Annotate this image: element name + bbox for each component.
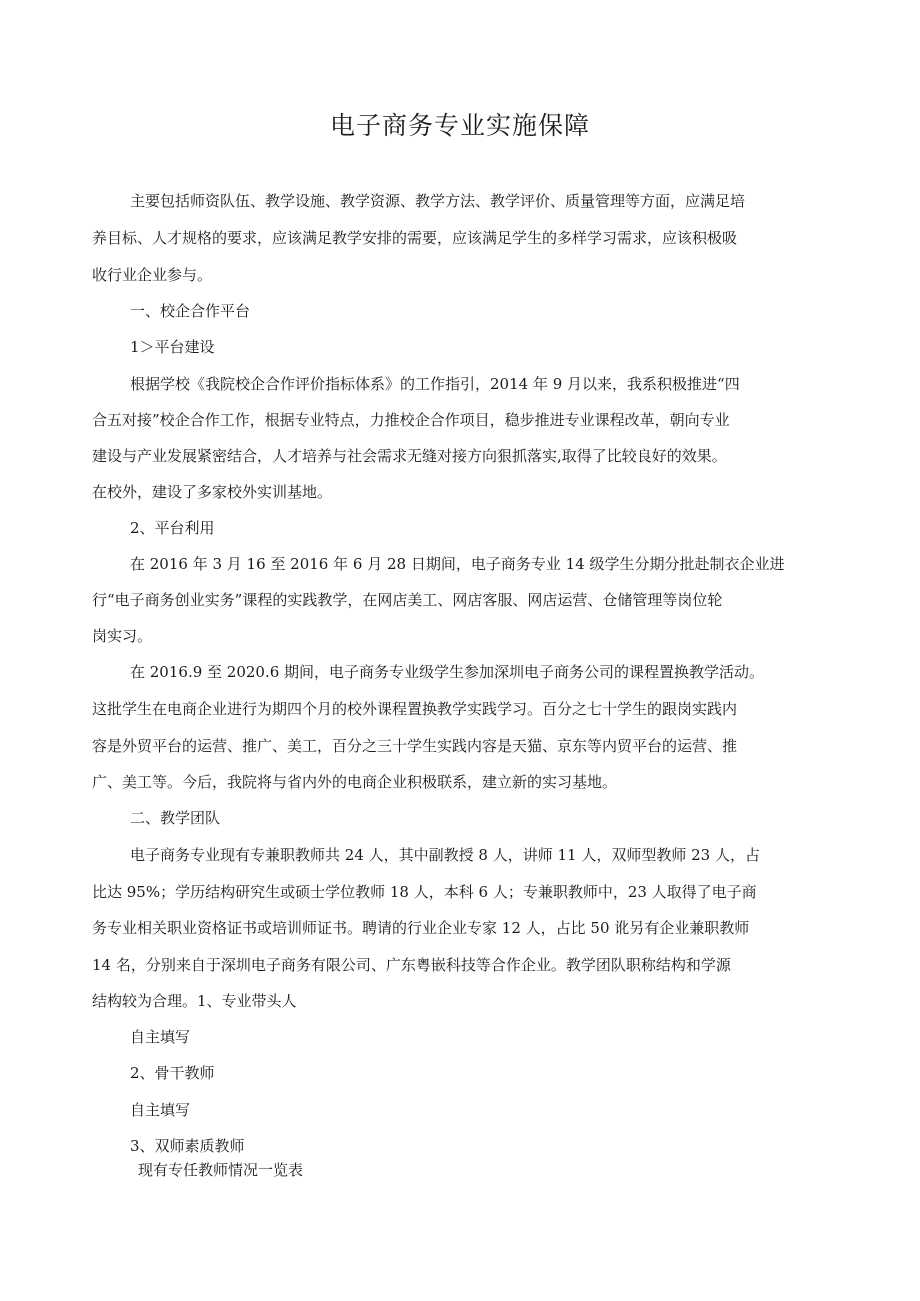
platform-usage-line-2: 行“电子商务创业实务”课程的实践教学，在网店美工、网店客服、网店运营、仓储管理等岗位轮 [92,591,723,609]
course-exchange-line-4: 广、美工等。今后，我院将与省内外的电商企业积极联系，建立新的实习基地。 [92,773,618,791]
fill-in-placeholder-1: 自主填写 [130,1028,191,1046]
platform-construction-line-3: 建设与产业发展紧密结合，人才培养与社会需求无缝对接方向狠抓落实,取得了比较良好的效果。 [92,447,727,465]
platform-usage-line-1: 在 2016 年 3 月 16 至 2016 年 6 月 28 日期间，电子商务专业 14 级学生分期分批赴制衣企业进 [130,555,785,573]
section-heading-2: 二、教学团队 [130,809,221,827]
course-exchange-line-3: 容是外贸平台的运营、推广、美工，百分之三十学生实践内容是天猫、京东等内贸平台的运营、推 [92,737,738,755]
course-exchange-line-2: 这批学生在电商企业进行为期四个月的校外课程置换教学实践学习。百分之七十学生的跟岗实践内 [92,700,738,718]
teaching-team-line-5: 结构较为合理。1、专业带头人 [92,992,297,1010]
platform-construction-line-1: 根据学校《我院校企合作评价指标体系》的工作指引，2014 年 9 月以来，我系积极推进“四 [130,375,740,393]
platform-construction-line-2: 合五对接”校企合作工作，根据专业特点，力推校企合作项目，稳步推进专业课程改革，朝向专业 [92,411,730,429]
teaching-team-line-4: 14 名，分别来自于深圳电子商务有限公司、广东粤嵌科技等合作企业。教学团队职称结构和学源 [92,956,731,974]
intro-line-3: 收行业企业参与。 [92,266,213,284]
course-exchange-line-1: 在 2016.9 至 2020.6 期间，电子商务专业级学生参加深圳电子商务公司的课程置换教学活动。 [130,663,765,681]
intro-line-1: 主要包括师资队伍、教学设施、教学资源、教学方法、教学评价、质量管理等方面，应满足培 [130,192,746,210]
subheading-platform-construction: 1＞平台建设 [130,338,215,356]
platform-construction-line-4: 在校外，建设了多家校外实训基地。 [92,483,333,501]
teaching-team-line-2: 比达 95%；学历结构研究生或硕士学位教师 18 人，本科 6 人；专兼职教师中，23 人取得了电子商 [92,883,757,901]
fill-in-placeholder-2: 自主填写 [130,1101,191,1119]
table-caption: 现有专任教师情况一览表 [138,1161,304,1179]
subheading-core-teachers: 2、骨干教师 [130,1064,215,1082]
section-heading-1: 一、校企合作平台 [130,302,251,320]
teaching-team-line-1: 电子商务专业现有专兼职教师共 24 人，其中副教授 8 人，讲师 11 人，双师型教师 23 人，占 [130,846,760,864]
intro-line-2: 养目标、人才规格的要求，应该满足教学安排的需要，应该满足学生的多样学习需求，应该积极吸 [92,229,738,247]
subheading-dual-qualified-teachers: 3、双师素质教师 [130,1137,245,1155]
teaching-team-line-3: 务专业相关职业资格证书或培训师证书。聘请的行业企业专家 12 人，占比 50 讹另有企业兼职教师 [92,919,750,937]
subheading-platform-usage: 2、平台利用 [130,519,215,537]
document-title: 电子商务专业实施保障 [329,111,590,140]
platform-usage-line-3: 岗实习。 [92,627,153,645]
